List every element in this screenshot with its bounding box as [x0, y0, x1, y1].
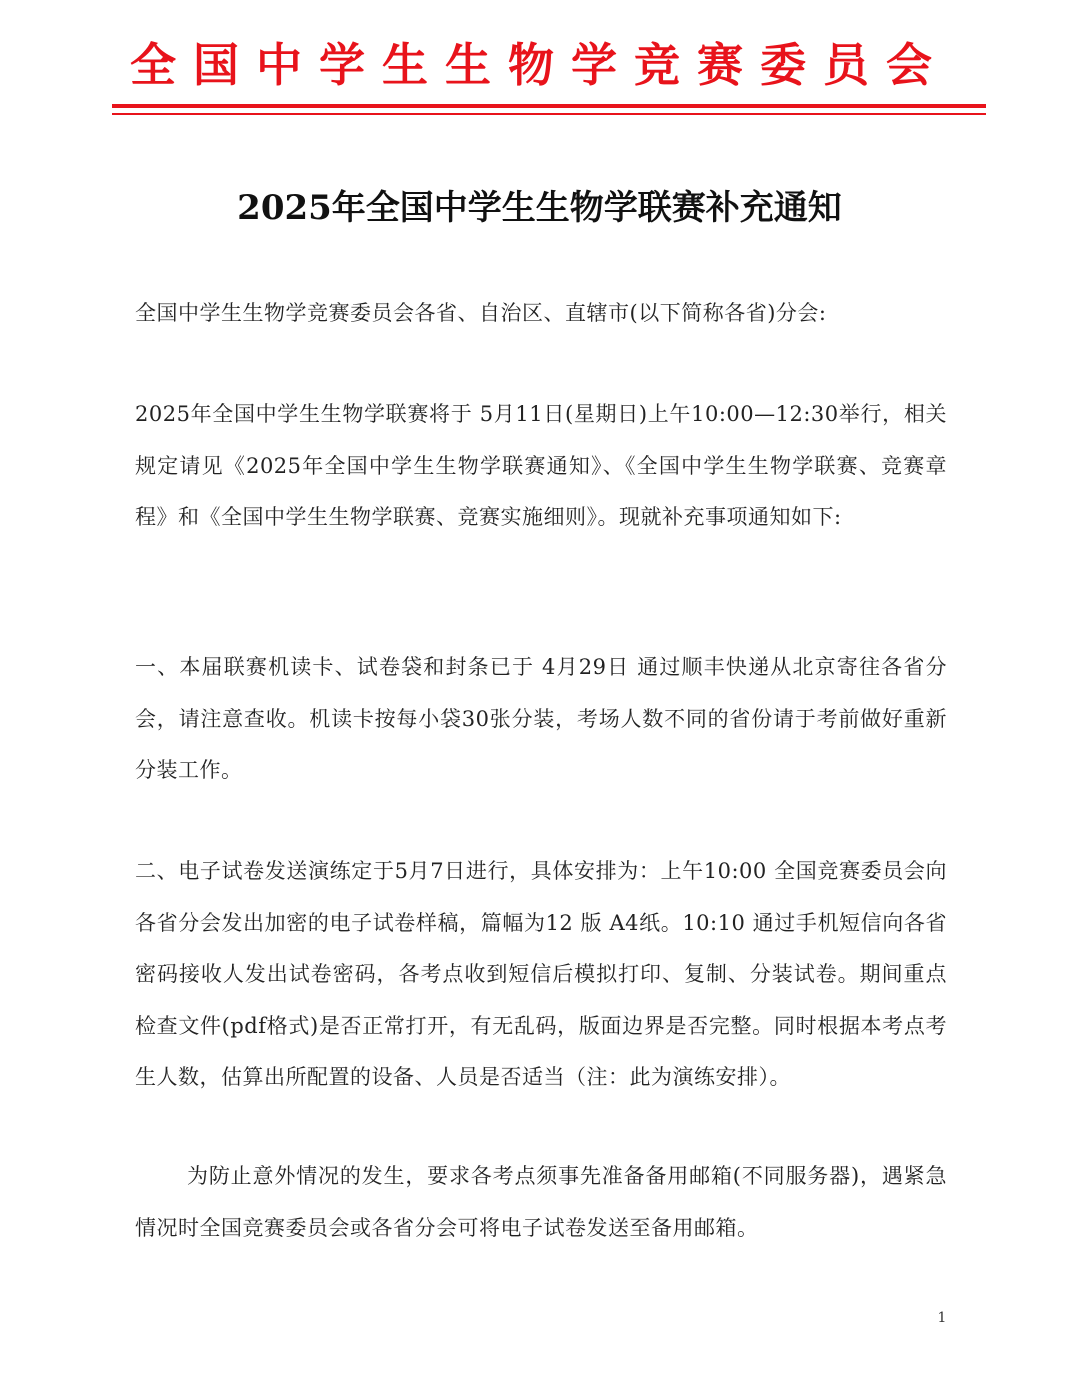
- item-2-note-paragraph: 为防止意外情况的发生，要求各考点须事先准备备用邮箱(不同服务器)，遇紧急情况时全国竞赛委员会或各省分会可将电子试卷发送至备用邮箱。: [135, 1164, 947, 1240]
- document-title: 2025年全国中学生生物学联赛补充通知: [237, 188, 842, 228]
- intro-paragraph: 2025年全国中学生生物学联赛将于 5月11日(星期日)上午10:00—12:30举行，相关规定请见《2025年全国中学生生物学联赛通知》、《全国中学生生物学联赛、竞赛章程》和《全国中学生生物学联赛、竞赛实施细则》。现就补充事项通知如下:: [135, 402, 947, 529]
- item-1-paragraph: 一、本届联赛机读卡、试卷袋和封条已于 4月29日 通过顺丰快递从北京寄往各省分会，请注意查收。机读卡按每小袋30张分装，考场人数不同的省份请于考前做好重新分装工作。: [135, 655, 947, 782]
- letterhead-rule-thick: [112, 104, 986, 108]
- letterhead-org-name: 全国中学生生物学竞赛委员会: [130, 38, 949, 92]
- letterhead-rule-thin: [112, 113, 986, 115]
- page-number: 1: [937, 1310, 947, 1326]
- item-2-paragraph: 二、电子试卷发送演练定于5月7日进行，具体安排为：上午10:00 全国竞赛委员会向各省分会发出加密的电子试卷样稿，篇幅为12 版 A4纸。10:10 通过手机短信向各省密码接收人发出试卷密码，各考点收到短信后模拟打印、复制、分装试卷。期间重点检查文件(pdf格式)是否正常打开，有无乱码，版面边界是否完整。同时根据本考点考生人数，估算出所配置的设备、人员是否适当（注：此为演练安排）。: [135, 859, 947, 1089]
- salutation: 全国中学生生物学竞赛委员会各省、自治区、直辖市(以下简称各省)分会:: [135, 301, 827, 325]
